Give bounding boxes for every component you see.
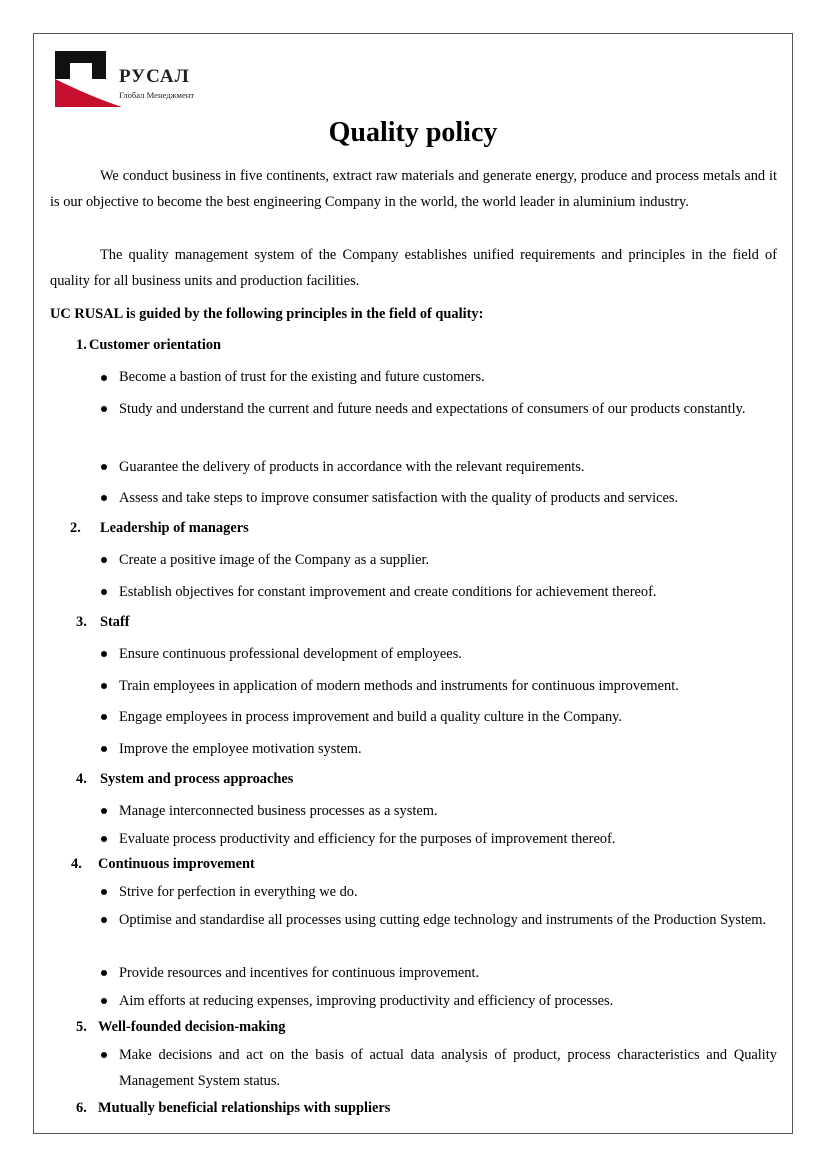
bullet-icon (101, 464, 107, 470)
list-item: Make decisions and act on the basis of actual data analysis of product, process characteristics and Quality Management System status. (119, 1047, 777, 1089)
list-item: Evaluate process productivity and efficiency for the purposes of improvement thereof. (119, 831, 616, 847)
section-heading (76, 614, 130, 631)
bullet-icon (101, 589, 107, 595)
section-number: 2. (70, 520, 81, 536)
bullet-icon (101, 495, 107, 501)
logo-subtitle: Глобал Менеджмент (119, 90, 195, 100)
section-title: Customer orientation (89, 337, 222, 353)
list-item: Improve the employee motivation system. (119, 741, 362, 757)
bullet-icon (101, 836, 107, 842)
section-number: 5. (76, 1019, 87, 1035)
list-item: Strive for perfection in everything we do. (119, 884, 358, 900)
list-item: Ensure continuous professional development of employees. (119, 646, 462, 662)
list-item: Create a positive image of the Company as a supplier. (119, 552, 430, 568)
bullet-icon (101, 746, 107, 752)
bullet-icon (101, 651, 107, 657)
list-item: Manage interconnected business processes as a system. (119, 803, 438, 819)
section-title: Well-founded decision-making (98, 1019, 286, 1035)
section-number: 6. (76, 1100, 87, 1116)
list-item: Study and understand the current and future needs and expectations of consumers of our products constantly. (119, 401, 746, 417)
list-item: Train employees in application of modern methods and instruments for continuous improvement. (119, 678, 679, 694)
principles-heading: UC RUSAL is guided by the following principles in the field of quality: (50, 306, 484, 322)
section-title: Staff (100, 614, 130, 630)
list-item: Engage employees in process improvement and build a quality culture in the Company. (119, 709, 623, 725)
bullet-icon (101, 375, 107, 381)
list-item: Guarantee the delivery of products in accordance with the relevant requirements. (119, 459, 585, 475)
section-number: 1. (76, 337, 87, 353)
bullet-icon (101, 889, 107, 895)
bullet-icon (101, 998, 107, 1004)
section-heading (76, 1019, 286, 1036)
section-heading (76, 337, 221, 354)
section-number: 3. (76, 614, 87, 630)
section-heading (76, 771, 293, 788)
intro-paragraph: We conduct business in five continents, extract raw materials and generate energy, produce and process metals and it is our objective to become the best engineering Company in the world, the world leader in aluminium industry. (50, 168, 777, 210)
section-heading (71, 856, 255, 873)
logo-name: РУСАЛ (119, 66, 190, 87)
list-item: Become a bastion of trust for the existing and future customers. (119, 369, 485, 385)
bullet-icon (101, 683, 107, 689)
intro-paragraph: The quality management system of the Company establishes unified requirements and principles in the field of quality for all business units and production facilities. (50, 247, 777, 289)
list-item: Provide resources and incentives for continuous improvement. (119, 965, 480, 981)
bullet-icon (101, 406, 107, 412)
list-item: Assess and take steps to improve consumer satisfaction with the quality of products and services. (119, 490, 679, 506)
bullet-icon (101, 557, 107, 563)
bullet-icon (101, 1052, 107, 1058)
bullet-icon (101, 917, 107, 923)
section-heading (70, 520, 249, 537)
section-title: Mutually beneficial relationships with suppliers (98, 1100, 391, 1116)
list-item: Establish objectives for constant improvement and create conditions for achievement thereof. (119, 584, 657, 600)
bullet-icon (101, 808, 107, 814)
section-title: Leadership of managers (100, 520, 249, 536)
section-number: 4. (76, 771, 87, 787)
section-number: 4. (71, 856, 82, 872)
page-title: Quality policy (328, 117, 498, 148)
bullet-icon (101, 970, 107, 976)
list-item: Optimise and standardise all processes using cutting edge technology and instruments of the Production System. (119, 912, 767, 928)
section-heading (76, 1100, 390, 1117)
bullet-icon (101, 714, 107, 720)
section-title: Continuous improvement (98, 856, 255, 872)
list-item: Aim efforts at reducing expenses, improving productivity and efficiency of processes. (119, 993, 614, 1009)
section-title: System and process approaches (100, 771, 294, 787)
